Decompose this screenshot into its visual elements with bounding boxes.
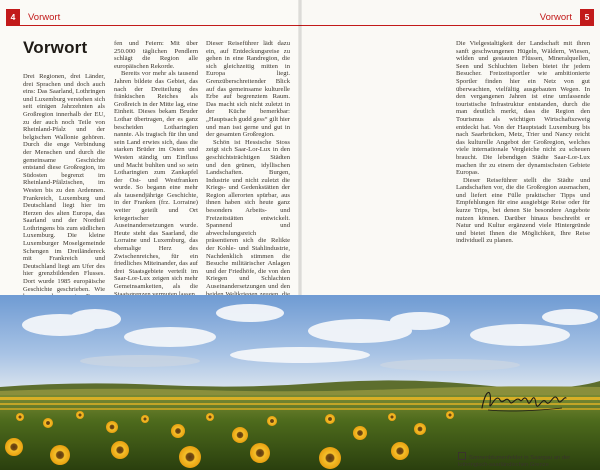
paragraph: Dieser Reiseführer lädt dazu ein, auf Entdeckungsreise zu gehen in eine Randregion, die sich gleichzeitig mitten in Europa liegt. Grenzüberschreitender Blick auf das gemeinsame kulturelle Erbe auf begrenztem Raum. Das macht sich nicht zuletzt in der Küche bemerkbar: „Hauptsach gudd gess“ gilt hier und man isst gerne und gut in der gesamten Großregion. — [206, 40, 290, 139]
author-signature — [478, 382, 568, 418]
left-column-1 — [23, 73, 105, 291]
left-page-number: 4 — [6, 9, 20, 25]
left-column-3 — [206, 40, 290, 291]
left-column-2 — [114, 40, 198, 291]
right-header-rule — [300, 25, 594, 26]
photo-caption — [458, 452, 600, 469]
paragraph: Drei Regionen, drei Länder, drei Sprachen und doch auch eins: Das Saarland, Lothringen und Luxemburg verstehen sich seit einigen Jahrzehnten als Großregion innerhalb der EU, zu der auch noch Teile von Rheinland-Pfalz und der belgischen Wallonie gehören. Durch die enge Verbindung der Menschen und durch die gemeinsame Geschichte entstand diese Großregion, im Südosten begrenzt im Rheinland-Pfälzischen, im Westen bis zu den Ardennen. Frankreich, Luxemburg und Deutschland liegt hier im Herzen des alten Europa, das Saarland und der Nordteil Lothringens bis zum südlichen Luxemburg. Die kleine Luxemburger Moselgemeinde Schengen im Dreiländereck mit Frankreich und Deutschland liegt am Ufer des hier grenzbildenden Flusses. Dort wurde 1985 europäische Geschichte geschrieben. Wie — [23, 73, 105, 293]
paragraph: Dieser Reiseführer stellt die Städte und Landschaften vor, die die Großregion ausmachen, und liefert eine Fülle praktischer Tipps und Empfehlungen für eine ausgiebige Reise oder für kurze Trips, bei denen Sie besondere Angebote nutzen können. Darüber hinaus beschreibt er Natur und Kultur ergänzend viele Hintergründe und bietet Ihnen die Möglichkeit, Ihre Reise individuell zu planen. — [456, 176, 590, 245]
right-page-number: 5 — [580, 9, 594, 25]
left-header-rule — [6, 25, 300, 26]
paragraph: Die Vielgestaltigkeit der Landschaft mit ihren sanft geschwungenen Hügeln, Wäldern, Wiesen, wilden und gestauten Flüssen, Mineralquellen, Seen und Schluchten lieben bietet ihr jedem Besucher. Freizeitsportler wie ambitionierte Sportler finden hier ein Netz von gut überwachten, vielfältig ausgebauten Wegen. In den vergangenen Jahren ist eine umfassende touristische Infrastruktur entstanden, durch die man deutlich merkt, dass die Region den Tourismus als wichtigen Wirtschaftszweig entdeckt hat. Von der Hauptstadt Luxemburg bis nach Saarbrücken, Metz, Trier und Nancy reicht das kulturelle Angebot der Großregion, welches viele internationale Vergleiche nicht zu scheuen braucht. Die lebendigen Städte Saar-Lor-Lux machen ihr zu einem der dynamischsten Gebiete Europas. — [456, 40, 590, 177]
paragraph: Schön ist Hessische Stoss zeigt sich Saar-Lor-Lux in den geschichtsträchtigen Städten und den grünen, idyllischen Landschaften. Burgen, Industrie und nicht zuletzt die Kriegs- und Gedenkstätten der Region allerorten spürbar, aus ihnen haben sich heute ganz besonders Arbeits- und Freizeitstätten entwickelt. Spannend und abwechslungsreich präsentieren sich die Relikte der Kohle- und Stahlindustrie, Nachdenklich stimmen die Besuche militärischer Anlagen und der Friedhöfe, die von den Kriegen und Schlachten Auseinandersetzungen und den — [206, 138, 290, 290]
paragraph: Bereits vor mehr als tausend Jahren bildete das Gebiet, das nach der Dreiteilung des fränkischen Reiches als Großreich in der Mitte lag, eine Einheit. Dieses bekam Bruder Lothar übertragen, der es ganz bescheiden Lotharingien nannte. Als tragisch für ihn und sein Land erwies sich, dass die starken Brüder im Osten und Westen ständig um Einfluss und Macht buhlten und so sein Lotharingien zum Zankapfel der Ost- und Westfranken wurde. So begann eine mehr als tausendjährige Geschichte, in der Franken (frz. Lorraine) weiter geteilt und Ort kriegerischer Auseinandersetzungen wurde. Heute steht das Saarland, die Lorraine und Luxemburg, das ehemalige Herz des Zwischenreiches, für ein friedliches Miteinander, das auf drei Staatsgebiete verteilt im Saar-Lor-Lux zeigen sich mehr Gemeinsamkeiten, als die — [114, 70, 198, 290]
photo-caption-text: Sonnenblumenfelder in Saargau an der lothringisch-saarländischen Grenze — [458, 455, 571, 468]
right-running-head — [532, 9, 594, 25]
left-running-head — [6, 9, 68, 25]
left-running-head-label: Vorwort — [28, 11, 61, 23]
right-running-head-label: Vorwort — [539, 11, 572, 23]
right-column-1 — [456, 40, 590, 290]
caption-marker-icon — [458, 452, 466, 460]
page-title: Vorwort — [23, 38, 88, 57]
paragraph: fen und Feiern: Mit über 250.000 täglichen Pendlern schlägt die Region alle europäischen Rekorde. — [114, 40, 198, 70]
